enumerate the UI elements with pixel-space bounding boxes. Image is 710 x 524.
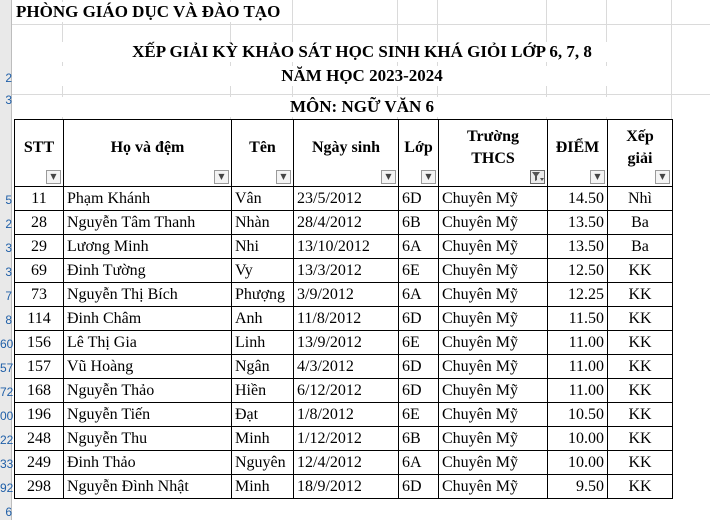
cell-truong[interactable]: Chuyên Mỹ xyxy=(439,355,548,379)
cell-ten[interactable]: Nguyên xyxy=(232,451,294,475)
row-number[interactable] xyxy=(0,2,12,26)
col-header-lop xyxy=(399,120,439,187)
row-number[interactable]: 2 xyxy=(5,217,12,231)
cell-xep-giai[interactable]: KK xyxy=(608,307,673,331)
row-number[interactable]: 00 xyxy=(0,409,14,423)
cell-ho-dem[interactable]: Nguyễn Thu xyxy=(64,427,232,451)
cell-ngay-sinh[interactable]: 12/4/2012 xyxy=(294,451,399,475)
cell-ho-dem[interactable]: Đinh Tường xyxy=(64,259,232,283)
cell-ten[interactable]: Nhàn xyxy=(232,211,294,235)
cell-xep-giai[interactable]: KK xyxy=(608,355,673,379)
cell-ngay-sinh[interactable]: 28/4/2012 xyxy=(294,211,399,235)
row-number[interactable]: 22 xyxy=(0,433,14,447)
row-number[interactable]: 7 xyxy=(5,289,12,303)
results-body xyxy=(15,187,673,499)
cell-ho-dem[interactable]: Lê Thị Gia xyxy=(64,331,232,355)
cell-ten[interactable]: Phượng xyxy=(232,283,294,307)
filter-dropdown-icon[interactable]: ▼ xyxy=(276,170,291,184)
table-row xyxy=(15,403,673,427)
cell-ho-dem[interactable]: Nguyễn Thị Bích xyxy=(64,283,232,307)
cell-diem[interactable]: 9.50 xyxy=(548,475,608,499)
gridline xyxy=(671,0,672,120)
cell-stt[interactable]: 196 xyxy=(15,403,64,427)
cell-xep-giai[interactable]: KK xyxy=(608,283,673,307)
table-row xyxy=(15,211,673,235)
col-header-ho-dem xyxy=(64,120,232,187)
cell-ngay-sinh[interactable]: 23/5/2012 xyxy=(294,187,399,211)
cell-stt[interactable]: 69 xyxy=(15,259,64,283)
table-row xyxy=(15,355,673,379)
row-number[interactable]: 60 xyxy=(0,337,14,351)
cell-ho-dem[interactable]: Nguyễn Thảo xyxy=(64,379,232,403)
cell-truong[interactable]: Chuyên Mỹ xyxy=(439,211,548,235)
cell-truong[interactable]: Chuyên Mỹ xyxy=(439,451,548,475)
cell-lop[interactable]: 6D xyxy=(399,307,439,331)
col-label: Họ và đệm xyxy=(110,139,185,156)
cell-diem[interactable]: 11.00 xyxy=(548,331,608,355)
cell-stt[interactable]: 157 xyxy=(15,355,64,379)
row-number[interactable]: 57 xyxy=(0,361,14,375)
row-number[interactable]: 92 xyxy=(0,481,14,495)
cell-ten[interactable]: Vân xyxy=(232,187,294,211)
cell-stt[interactable]: 28 xyxy=(15,211,64,235)
cell-lop[interactable]: 6A xyxy=(399,451,439,475)
cell-diem[interactable]: 13.50 xyxy=(548,235,608,259)
cell-diem[interactable]: 13.50 xyxy=(548,211,608,235)
cell-ngay-sinh[interactable]: 3/9/2012 xyxy=(294,283,399,307)
col-header-truong xyxy=(439,120,548,187)
cell-diem[interactable]: 10.00 xyxy=(548,451,608,475)
table-row xyxy=(15,427,673,451)
cell-truong[interactable]: Chuyên Mỹ xyxy=(439,283,548,307)
table-row xyxy=(15,475,673,499)
col-header-ten xyxy=(232,120,294,187)
cell-truong[interactable]: Chuyên Mỹ xyxy=(439,235,548,259)
cell-lop[interactable]: 6E xyxy=(399,259,439,283)
cell-ngay-sinh[interactable]: 4/3/2012 xyxy=(294,355,399,379)
cell-stt[interactable]: 29 xyxy=(15,235,64,259)
cell-stt[interactable]: 11 xyxy=(15,187,64,211)
cell-xep-giai[interactable]: Ba xyxy=(608,211,673,235)
school-year: NĂM HỌC 2023-2024 xyxy=(62,66,662,86)
filter-dropdown-icon[interactable]: ▼ xyxy=(214,170,229,184)
col-label: Trường xyxy=(467,128,519,145)
cell-xep-giai[interactable]: Nhì xyxy=(608,187,673,211)
cell-diem[interactable]: 11.00 xyxy=(548,379,608,403)
col-label: Tên xyxy=(249,139,276,156)
header-row xyxy=(15,120,673,187)
cell-ho-dem[interactable]: Nguyễn Tiến xyxy=(64,403,232,427)
col-label: Xếp xyxy=(626,128,654,145)
cell-ho-dem[interactable]: Phạm Khánh xyxy=(64,187,232,211)
cell-ten[interactable]: Hiền xyxy=(232,379,294,403)
table-row xyxy=(15,235,673,259)
cell-ngay-sinh[interactable]: 1/12/2012 xyxy=(294,427,399,451)
cell-stt[interactable]: 114 xyxy=(15,307,64,331)
cell-truong[interactable]: Chuyên Mỹ xyxy=(439,307,548,331)
cell-ho-dem[interactable]: Nguyễn Tâm Thanh xyxy=(64,211,232,235)
table-row xyxy=(15,283,673,307)
col-label: ĐIỂM xyxy=(555,139,600,156)
cell-lop[interactable]: 6A xyxy=(399,235,439,259)
cell-ngay-sinh[interactable]: 13/3/2012 xyxy=(294,259,399,283)
cell-xep-giai[interactable]: KK xyxy=(608,331,673,355)
report-title: XẾP GIẢI KỲ KHẢO SÁT HỌC SINH KHÁ GIỎI LỚP 6, 7, 8 xyxy=(62,42,662,62)
row-number[interactable]: 3 xyxy=(5,265,12,279)
table-row xyxy=(15,379,673,403)
gridline xyxy=(12,24,710,25)
table-row xyxy=(15,451,673,475)
row-number[interactable]: 3 xyxy=(5,93,12,107)
filter-dropdown-icon[interactable]: ▼ xyxy=(421,170,436,184)
cell-diem[interactable]: 11.50 xyxy=(548,307,608,331)
filter-dropdown-icon[interactable]: ▼ xyxy=(381,170,396,184)
department-header: PHÒNG GIÁO DỤC VÀ ĐÀO TẠO xyxy=(16,2,284,22)
cell-diem[interactable]: 11.00 xyxy=(548,355,608,379)
filter-dropdown-icon[interactable]: ▼ xyxy=(590,170,605,184)
cell-xep-giai[interactable]: Ba xyxy=(608,235,673,259)
cell-ten[interactable]: Ngân xyxy=(232,355,294,379)
cell-stt[interactable]: 156 xyxy=(15,331,64,355)
row-number[interactable]: 72 xyxy=(0,385,14,399)
cell-diem[interactable]: 10.50 xyxy=(548,403,608,427)
row-number[interactable]: 5 xyxy=(5,193,12,207)
cell-ngay-sinh[interactable]: 13/10/2012 xyxy=(294,235,399,259)
cell-ngay-sinh[interactable]: 11/8/2012 xyxy=(294,307,399,331)
cell-lop[interactable]: 6E xyxy=(399,403,439,427)
cell-lop[interactable]: 6D xyxy=(399,187,439,211)
cell-xep-giai[interactable]: KK xyxy=(608,427,673,451)
cell-lop[interactable]: 6A xyxy=(399,283,439,307)
cell-truong[interactable]: Chuyên Mỹ xyxy=(439,427,548,451)
table-row xyxy=(15,307,673,331)
filter-funnel-icon[interactable] xyxy=(530,170,545,184)
cell-diem[interactable]: 10.00 xyxy=(548,427,608,451)
cell-ngay-sinh[interactable]: 13/9/2012 xyxy=(294,331,399,355)
cell-ngay-sinh[interactable]: 6/12/2012 xyxy=(294,379,399,403)
cell-diem[interactable]: 12.25 xyxy=(548,283,608,307)
cell-xep-giai[interactable]: KK xyxy=(608,403,673,427)
cell-xep-giai[interactable]: KK xyxy=(608,475,673,499)
cell-truong[interactable]: Chuyên Mỹ xyxy=(439,187,548,211)
cell-truong[interactable]: Chuyên Mỹ xyxy=(439,403,548,427)
filter-dropdown-icon[interactable]: ▼ xyxy=(46,170,61,184)
cell-lop[interactable]: 6E xyxy=(399,331,439,355)
cell-diem[interactable]: 14.50 xyxy=(548,187,608,211)
cell-lop[interactable]: 6B xyxy=(399,211,439,235)
table-row xyxy=(15,187,673,211)
cell-ho-dem[interactable]: Nguyễn Đình Nhật xyxy=(64,475,232,499)
row-number[interactable]: 33 xyxy=(0,457,14,471)
cell-stt[interactable]: 168 xyxy=(15,379,64,403)
row-number[interactable]: 6 xyxy=(5,505,12,519)
col-label: Ngày sinh xyxy=(311,139,381,156)
cell-stt[interactable]: 73 xyxy=(15,283,64,307)
subject-title: MÔN: NGỮ VĂN 6 xyxy=(62,97,662,117)
cell-truong[interactable]: Chuyên Mỹ xyxy=(439,379,548,403)
cell-lop[interactable]: 6D xyxy=(399,379,439,403)
gridline xyxy=(12,94,710,95)
cell-lop[interactable]: 6D xyxy=(399,355,439,379)
cell-diem[interactable]: 12.50 xyxy=(548,259,608,283)
col-header-xep-giai xyxy=(608,120,673,187)
col-header-diem xyxy=(548,120,608,187)
results-table xyxy=(14,119,673,499)
cell-truong[interactable]: Chuyên Mỹ xyxy=(439,331,548,355)
row-header-strip xyxy=(0,0,12,520)
col-header-ngay-sinh xyxy=(294,120,399,187)
cell-ngay-sinh[interactable]: 18/9/2012 xyxy=(294,475,399,499)
col-label: giải xyxy=(627,150,653,167)
cell-ho-dem[interactable]: Lương Minh xyxy=(64,235,232,259)
cell-ten[interactable]: Nhi xyxy=(232,235,294,259)
cell-lop[interactable]: 6D xyxy=(399,475,439,499)
cell-truong[interactable]: Chuyên Mỹ xyxy=(439,475,548,499)
cell-ten[interactable]: Đạt xyxy=(232,403,294,427)
cell-ten[interactable]: Anh xyxy=(232,307,294,331)
table-row xyxy=(15,259,673,283)
cell-ten[interactable]: Vy xyxy=(232,259,294,283)
col-label: THCS xyxy=(471,150,515,167)
cell-stt[interactable]: 248 xyxy=(15,427,64,451)
filter-dropdown-icon[interactable]: ▼ xyxy=(655,170,670,184)
cell-stt[interactable]: 249 xyxy=(15,451,64,475)
cell-lop[interactable]: 6B xyxy=(399,427,439,451)
row-number[interactable]: 3 xyxy=(5,241,12,255)
cell-ho-dem[interactable]: Đinh Thảo xyxy=(64,451,232,475)
cell-xep-giai[interactable]: KK xyxy=(608,259,673,283)
cell-ho-dem[interactable]: Đinh Châm xyxy=(64,307,232,331)
col-label: Lớp xyxy=(404,139,433,156)
table-row xyxy=(15,331,673,355)
cell-truong[interactable]: Chuyên Mỹ xyxy=(439,259,548,283)
cell-ten[interactable]: Linh xyxy=(232,331,294,355)
row-number[interactable]: 8 xyxy=(5,313,12,327)
col-label: STT xyxy=(23,139,55,156)
cell-stt[interactable]: 298 xyxy=(15,475,64,499)
cell-ho-dem[interactable]: Vũ Hoàng xyxy=(64,355,232,379)
cell-ten[interactable]: Minh xyxy=(232,427,294,451)
row-number[interactable]: 2 xyxy=(5,71,12,85)
col-header-stt xyxy=(15,120,64,187)
cell-ngay-sinh[interactable]: 1/8/2012 xyxy=(294,403,399,427)
cell-xep-giai[interactable]: KK xyxy=(608,451,673,475)
cell-ten[interactable]: Minh xyxy=(232,475,294,499)
cell-xep-giai[interactable]: KK xyxy=(608,379,673,403)
